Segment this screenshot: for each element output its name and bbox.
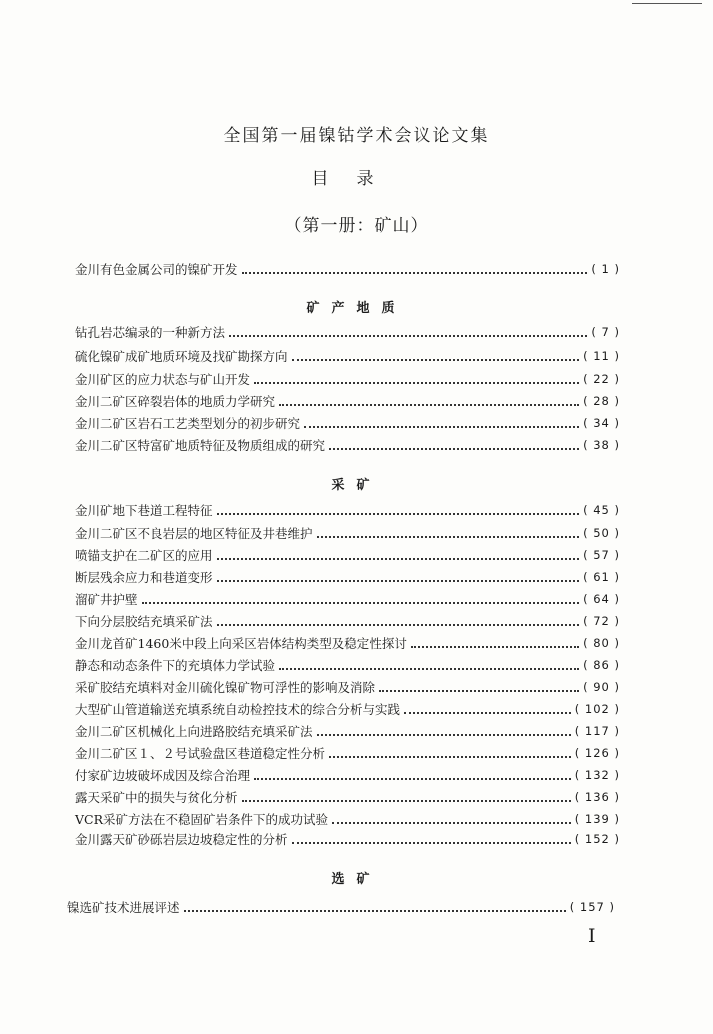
toc-entry-title: 金川二矿区碎裂岩体的地质力学研究 xyxy=(75,394,276,409)
toc-entry-page: ( 11 ) xyxy=(583,349,620,363)
toc-entry-title: 下向分层胶结充填采矿法 xyxy=(75,614,213,629)
scan-artifact xyxy=(632,3,702,4)
toc-entry-title: 断层残余应力和巷道变形 xyxy=(75,570,213,585)
toc-entry-title: 金川二矿区岩石工艺类型划分的初步研究 xyxy=(75,416,301,431)
toc-entry-title: 喷锚支护在二矿区的应用 xyxy=(75,548,213,563)
toc-entry-title: 金川矿地下巷道工程特征 xyxy=(75,503,213,518)
toc-leader-dots xyxy=(292,359,580,361)
toc-entry[interactable] xyxy=(75,809,620,829)
toc-entry-title: 金川有色金属公司的镍矿开发 xyxy=(75,262,238,277)
toc-entry-title: 付家矿边坡破坏成因及综合治理 xyxy=(75,768,251,783)
toc-entry-page: ( 22 ) xyxy=(583,372,620,386)
toc-entry[interactable] xyxy=(75,322,620,342)
toc-leader-dots xyxy=(217,580,580,582)
toc-leader-dots xyxy=(184,910,566,912)
page-number: I xyxy=(588,925,596,947)
toc-entry-title: 钻孔岩芯编录的一种新方法 xyxy=(75,325,226,340)
toc-entry[interactable] xyxy=(75,743,620,763)
toc-leader-dots xyxy=(217,624,580,626)
toc-entry-page: ( 126 ) xyxy=(574,746,620,760)
toc-entry[interactable] xyxy=(75,655,620,675)
toc-entry-title: 金川二矿区机械化上向进路胶结充填采矿法 xyxy=(75,724,313,739)
toc-leader-dots xyxy=(292,842,571,844)
toc-entry-page: ( 136 ) xyxy=(574,790,620,804)
toc-entry-page: ( 34 ) xyxy=(583,416,620,430)
toc-entry-page: ( 61 ) xyxy=(583,570,620,584)
book-title: 全国第一届镍钴学术会议论文集 xyxy=(223,126,490,146)
toc-entry-page: ( 28 ) xyxy=(583,394,620,408)
toc-leader-dots xyxy=(254,778,571,780)
toc-entry-page: ( 64 ) xyxy=(583,592,620,606)
toc-entry-page: ( 45 ) xyxy=(583,503,620,517)
toc-entry-title: 金川矿区的应力状态与矿山开发 xyxy=(75,372,251,387)
toc-leader-dots xyxy=(379,690,579,692)
toc-entry[interactable] xyxy=(75,259,620,279)
section-heading-mining: 采矿 xyxy=(331,478,382,493)
toc-leader-dots xyxy=(317,734,571,736)
toc-entry-page: ( 86 ) xyxy=(583,658,620,672)
toc-entry[interactable] xyxy=(75,413,620,433)
toc-leader-dots xyxy=(329,448,579,450)
toc-entry-title: VCR采矿方法在不稳固矿岩条件下的成功试验 xyxy=(75,812,329,827)
toc-entry[interactable] xyxy=(75,829,620,849)
toc-leader-dots xyxy=(242,800,571,802)
toc-leader-dots xyxy=(142,602,580,604)
toc-entry-page: ( 50 ) xyxy=(583,526,620,540)
toc-entry-title: 金川二矿区特富矿地质特征及物质组成的研究 xyxy=(75,438,326,453)
toc-entry-page: ( 38 ) xyxy=(583,438,620,452)
section-heading-beneficiation: 选矿 xyxy=(331,872,382,887)
toc-entry[interactable] xyxy=(75,699,620,719)
toc-entry-page: ( 152 ) xyxy=(574,832,620,846)
toc-leader-dots xyxy=(329,756,571,758)
toc-entry-title: 静态和动态条件下的充填体力学试验 xyxy=(75,658,276,673)
toc-entry-title: 金川二矿区１、２号试验盘区巷道稳定性分析 xyxy=(75,746,326,761)
toc-entry[interactable] xyxy=(75,567,620,587)
toc-entry-title: 露天采矿中的损失与贫化分析 xyxy=(75,790,238,805)
toc-entry[interactable] xyxy=(75,500,620,520)
toc-entry-page: ( 139 ) xyxy=(574,812,620,826)
toc-entry-page: ( 1 ) xyxy=(591,262,620,276)
toc-entry[interactable] xyxy=(75,391,620,411)
toc-entry-page: ( 57 ) xyxy=(583,548,620,562)
toc-entry-page: ( 132 ) xyxy=(574,768,620,782)
toc-entry[interactable] xyxy=(67,897,615,917)
toc-entry[interactable] xyxy=(75,346,620,366)
toc-entry-title: 大型矿山管道输送充填系统自动检控技术的综合分析与实践 xyxy=(75,702,401,717)
toc-entry[interactable] xyxy=(75,435,620,455)
toc-leader-dots xyxy=(332,822,571,824)
toc-entry[interactable] xyxy=(75,369,620,389)
toc-entry-page: ( 102 ) xyxy=(574,702,620,716)
toc-leader-dots xyxy=(317,536,580,538)
toc-entry-title: 溜矿井护壁 xyxy=(75,592,138,607)
contents-title: 目录 xyxy=(311,169,402,189)
volume-title: （第一册：矿山） xyxy=(284,216,429,236)
toc-leader-dots xyxy=(254,382,579,384)
toc-entry-title: 金川露天矿砂砾岩层边坡稳定性的分析 xyxy=(75,832,288,847)
toc-leader-dots xyxy=(217,513,580,515)
toc-entry-title: 硫化镍矿成矿地质环境及找矿勘探方向 xyxy=(75,349,288,364)
section-heading-geology: 矿产地质 xyxy=(306,301,407,316)
toc-leader-dots xyxy=(279,404,579,406)
toc-entry-title: 金川龙首矿1460米中段上向采区岩体结构类型及稳定性探讨 xyxy=(75,636,407,651)
toc-entry[interactable] xyxy=(75,787,620,807)
toc-leader-dots xyxy=(279,668,579,670)
toc-entry[interactable] xyxy=(75,765,620,785)
toc-leader-dots xyxy=(411,646,579,648)
toc-leader-dots xyxy=(404,712,571,714)
toc-entry[interactable] xyxy=(75,721,620,741)
toc-entry-title: 金川二矿区不良岩层的地区特征及井巷维护 xyxy=(75,526,313,541)
toc-leader-dots xyxy=(229,335,587,337)
toc-entry-page: ( 117 ) xyxy=(574,724,620,738)
toc-leader-dots xyxy=(242,272,588,274)
toc-entry-page: ( 80 ) xyxy=(583,636,620,650)
toc-entry-page: ( 157 ) xyxy=(569,900,615,914)
toc-entry[interactable] xyxy=(75,523,620,543)
toc-entry-page: ( 90 ) xyxy=(583,680,620,694)
toc-entry-title: 镍选矿技术进展评述 xyxy=(67,900,180,915)
toc-entry[interactable] xyxy=(75,545,620,565)
toc-entry-page: ( 7 ) xyxy=(591,325,620,339)
toc-entry-page: ( 72 ) xyxy=(583,614,620,628)
toc-leader-dots xyxy=(304,426,579,428)
toc-entry[interactable] xyxy=(75,633,620,653)
toc-entry[interactable] xyxy=(75,677,620,697)
toc-entry-title: 采矿胶结充填料对金川硫化镍矿物可浮性的影响及消除 xyxy=(75,680,376,695)
toc-leader-dots xyxy=(217,558,580,560)
toc-entry[interactable] xyxy=(75,611,620,631)
toc-entry[interactable] xyxy=(75,589,620,609)
